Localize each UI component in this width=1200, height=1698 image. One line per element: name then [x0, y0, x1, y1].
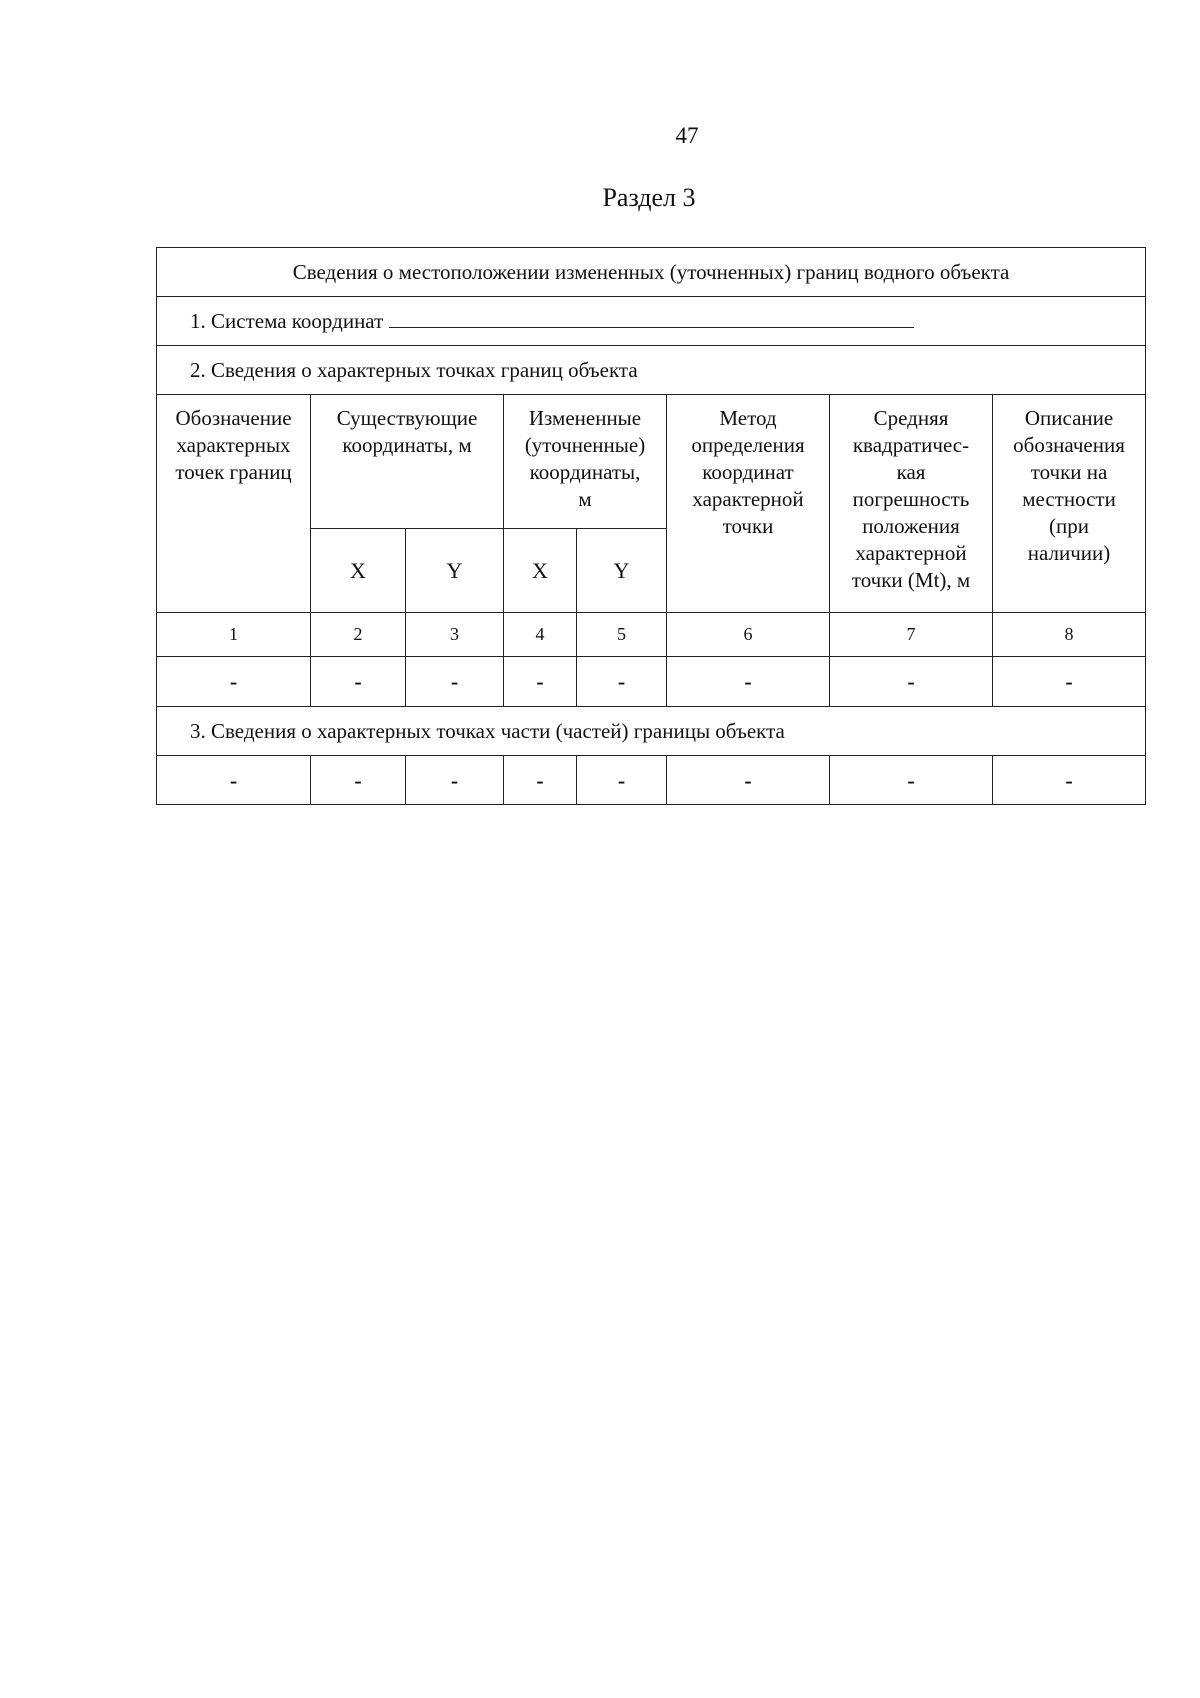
table-row [157, 657, 1146, 707]
header-changed-coords [504, 395, 667, 529]
coordinate-system-blank [389, 307, 914, 328]
header-mean-error [830, 395, 993, 613]
table-cell: - [577, 657, 667, 707]
column-number: 3 [406, 613, 504, 657]
column-header-row [157, 395, 1146, 529]
table-row [157, 756, 1146, 805]
header-existing-coords-label: Существующие координаты, м [336, 406, 478, 457]
table-cell: - [311, 657, 406, 707]
table-cell: - [577, 756, 667, 805]
table-cell: - [504, 756, 577, 805]
table-cell: - [406, 657, 504, 707]
header-mean-error-label: Средняя квадратичес- кая погрешность положения характерной точки (Mt), м [851, 406, 971, 592]
column-number: 8 [993, 613, 1146, 657]
header-method [667, 395, 830, 613]
header-designation [157, 395, 311, 613]
column-number: 5 [577, 613, 667, 657]
parts-heading-row [157, 707, 1146, 756]
parts-heading: 3. Сведения о характерных точках части (частей) границы объекта [157, 707, 1146, 756]
table-title-row [157, 248, 1146, 297]
table-cell: - [504, 657, 577, 707]
header-description-label: Описание обозначения точки на местности (при наличии) [1013, 406, 1125, 565]
table-cell: - [157, 756, 311, 805]
column-number: 4 [504, 613, 577, 657]
coordinate-system-cell [157, 297, 1146, 346]
table-cell: - [993, 657, 1146, 707]
table-cell: - [993, 756, 1146, 805]
table-cell: - [667, 756, 830, 805]
header-changed-x: X [504, 529, 577, 613]
column-number: 6 [667, 613, 830, 657]
header-existing-coords [311, 395, 504, 529]
header-description [993, 395, 1146, 613]
table-cell: - [667, 657, 830, 707]
column-number: 2 [311, 613, 406, 657]
table-cell: - [830, 756, 993, 805]
coordinate-system-row [157, 297, 1146, 346]
coordinate-system-label: 1. Система координат [190, 309, 384, 333]
column-number: 7 [830, 613, 993, 657]
header-changed-y: Y [577, 529, 667, 613]
header-existing-x: X [311, 529, 406, 613]
table-cell: - [157, 657, 311, 707]
column-number: 1 [157, 613, 311, 657]
header-existing-y: Y [406, 529, 504, 613]
boundary-points-heading: 2. Сведения о характерных точках границ объекта [157, 346, 1146, 395]
column-number-row [157, 613, 1146, 657]
section-title: Раздел 3 [602, 183, 696, 212]
boundary-points-heading-row [157, 346, 1146, 395]
page-number: 47 [675, 123, 699, 148]
header-changed-coords-label: Измененные (уточненные) координаты, м [524, 406, 646, 511]
table-cell: - [311, 756, 406, 805]
table-cell: - [406, 756, 504, 805]
header-method-label: Метод определения координат характерной точки [691, 406, 805, 538]
boundary-table [156, 247, 1146, 805]
header-designation-label: Обозначение характерных точек границ [175, 406, 292, 484]
table-title: Сведения о местоположении измененных (уточненных) границ водного объекта [157, 248, 1146, 297]
table-cell: - [830, 657, 993, 707]
